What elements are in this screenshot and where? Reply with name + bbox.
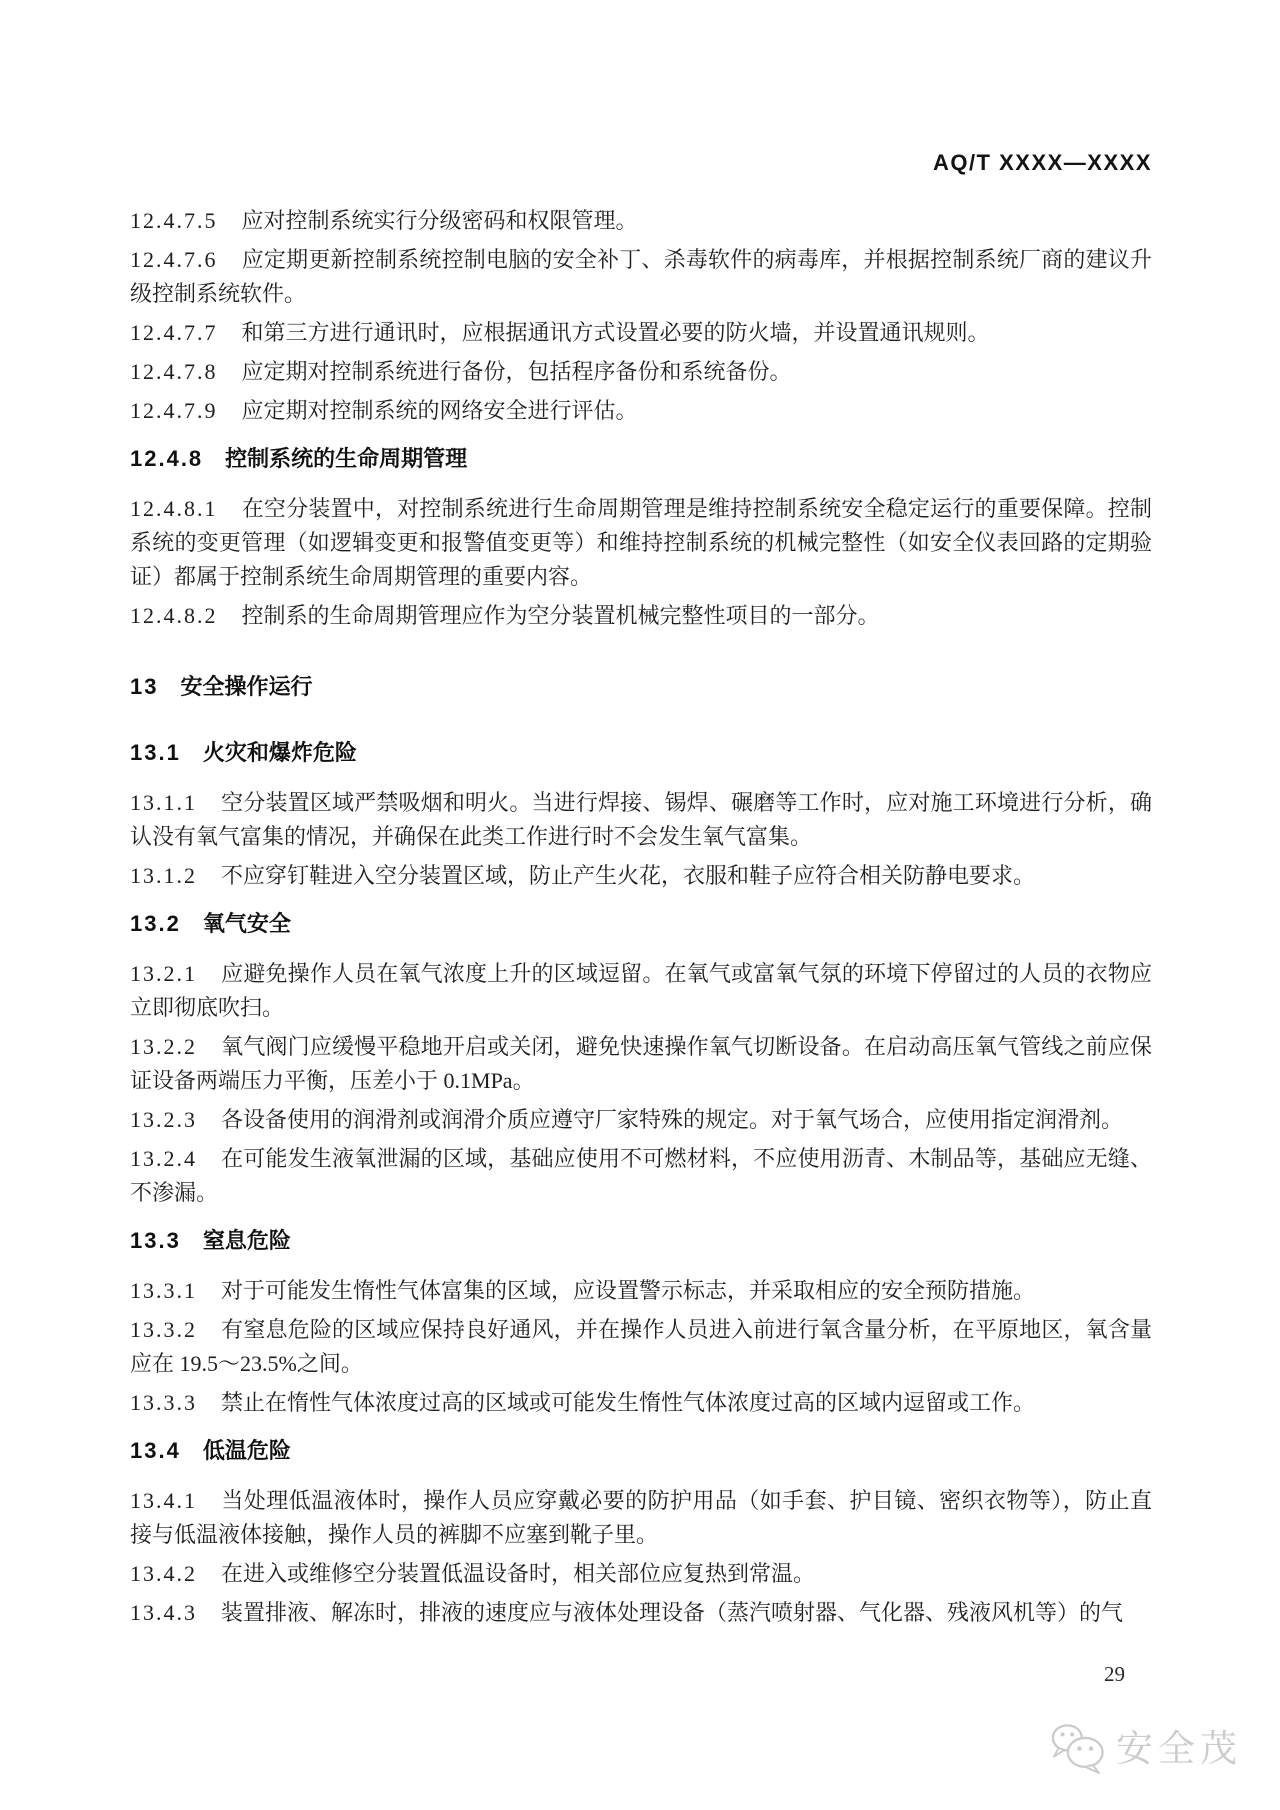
clause-text: 在可能发生液氧泄漏的区域，基础应使用不可燃材料，不应使用沥青、木制品等，基础应无缝、不渗漏。 [130, 1146, 1152, 1205]
clause-13-2-1 [130, 957, 1152, 1025]
clause-number: 12.4.8.2 [130, 603, 218, 628]
clause-text: 应定期对控制系统的网络安全进行评估。 [241, 398, 638, 423]
clause-13-1-2 [130, 859, 1152, 893]
clause-number: 13.1.2 [130, 863, 197, 888]
clause-number: 12.4.7.7 [130, 320, 218, 345]
clause-text: 各设备使用的润滑剂或润滑介质应遵守厂家特殊的规定。对于氧气场合，应使用指定润滑剂。 [221, 1107, 1124, 1132]
clause-text: 装置排液、解冻时，排液的速度应与液体处理设备（蒸汽喷射器、气化器、残液风机等）的气 [221, 1600, 1124, 1625]
wechat-chat-bubbles-icon [1048, 1722, 1106, 1776]
section-heading-13-3 [130, 1224, 1152, 1258]
clause-number: 13.4.3 [130, 1600, 197, 1625]
heading-text: 低温危险 [202, 1438, 291, 1463]
clause-number: 13.2.2 [130, 1034, 197, 1059]
clause-number: 13.3.2 [130, 1317, 197, 1342]
clause-13-3-1 [130, 1274, 1152, 1308]
doc-code-header: AQ/T XXXX—XXXX [932, 150, 1152, 175]
heading-text: 氧气安全 [202, 911, 291, 936]
heading-number: 13.2 [130, 911, 181, 936]
heading-text: 安全操作运行 [180, 674, 313, 699]
clause-text: 不应穿钉鞋进入空分装置区域，防止产生火花，衣服和鞋子应符合相关防静电要求。 [221, 863, 1036, 888]
clause-number: 12.4.7.9 [130, 398, 218, 423]
clause-text: 控制系的生命周期管理应作为空分装置机械完整性项目的一部分。 [241, 603, 880, 628]
clause-number: 12.4.7.8 [130, 359, 218, 384]
clause-text: 在空分装置中，对控制系统进行生命周期管理是维持控制系统安全稳定运行的重要保障。控制系统的变更管理（如逻辑变更和报警值变更等）和维持控制系统的机械完整性（如安全仪表回路的定期验证）都属于控制系统生命周期管理的重要内容。 [130, 496, 1152, 589]
watermark-brand-text: 安全茂 [1116, 1728, 1242, 1769]
heading-number: 13.4 [130, 1438, 181, 1463]
heading-text: 火灾和爆炸危险 [202, 740, 357, 765]
clause-12-4-8-2 [130, 599, 1152, 633]
clause-text: 应定期更新控制系统控制电脑的安全补丁、杀毒软件的病毒库，并根据控制系统厂商的建议升级控制系统软件。 [130, 247, 1152, 306]
heading-text: 控制系统的生命周期管理 [225, 446, 468, 471]
section-heading-13-1 [130, 736, 1152, 770]
heading-number: 13 [130, 674, 159, 699]
heading-number: 12.4.8 [130, 446, 204, 471]
clause-number: 13.2.1 [130, 961, 197, 986]
clause-12-4-7-8 [130, 355, 1152, 389]
clause-number: 12.4.7.6 [130, 247, 218, 272]
clause-text: 应对控制系统实行分级密码和权限管理。 [241, 208, 638, 233]
clause-text: 和第三方进行通讯时，应根据通讯方式设置必要的防火墙，并设置通讯规则。 [241, 320, 990, 345]
heading-text: 窒息危险 [202, 1228, 291, 1253]
section-heading-13-2 [130, 907, 1152, 941]
clause-number: 13.4.2 [130, 1561, 197, 1586]
clause-number: 13.2.3 [130, 1107, 197, 1132]
clause-text: 应定期对控制系统进行备份，包括程序备份和系统备份。 [241, 359, 792, 384]
clause-13-1-1 [130, 786, 1152, 854]
clause-text: 氧气阀门应缓慢平稳地开启或关闭，避免快速操作氧气切断设备。在启动高压氧气管线之前应保证设备两端压力平衡，压差小于 0.1MPa。 [130, 1034, 1152, 1093]
section-heading-12-4-8 [130, 442, 1152, 476]
clause-text: 禁止在惰性气体浓度过高的区域或可能发生惰性气体浓度过高的区域内逗留或工作。 [221, 1390, 1036, 1415]
clause-number: 12.4.7.5 [130, 208, 218, 233]
clause-text: 空分装置区域严禁吸烟和明火。当进行焊接、锡焊、碾磨等工作时，应对施工环境进行分析，确认没有氧气富集的情况，并确保在此类工作进行时不会发生氧气富集。 [130, 790, 1152, 849]
clause-number: 13.3.1 [130, 1278, 197, 1303]
chapter-heading-13 [130, 670, 1152, 704]
clause-text: 当处理低温液体时，操作人员应穿戴必要的防护用品（如手套、护目镜、密织衣物等），防止直接与低温液体接触，操作人员的裤脚不应塞到靴子里。 [130, 1488, 1152, 1547]
watermark [1048, 1722, 1242, 1776]
clause-12-4-7-5 [130, 204, 1152, 238]
clause-number: 13.2.4 [130, 1146, 197, 1171]
clause-text: 在进入或维修空分装置低温设备时，相关部位应复热到常温。 [221, 1561, 816, 1586]
clause-text: 有窒息危险的区域应保持良好通风，并在操作人员进入前进行氧含量分析，在平原地区，氧含量应在 19.5～23.5%之间。 [130, 1317, 1152, 1376]
clause-13-4-1 [130, 1484, 1152, 1552]
clause-number: 13.3.3 [130, 1390, 197, 1415]
page-number: 29 [1104, 1662, 1125, 1686]
clause-13-4-3 [130, 1596, 1152, 1630]
clause-13-3-3 [130, 1386, 1152, 1420]
clause-text: 应避免操作人员在氧气浓度上升的区域逗留。在氧气或富氧气氛的环境下停留过的人员的衣物应立即彻底吹扫。 [130, 961, 1152, 1020]
section-heading-13-4 [130, 1434, 1152, 1468]
clause-12-4-7-9 [130, 394, 1152, 428]
clause-13-2-4 [130, 1142, 1152, 1210]
clause-number: 13.4.1 [130, 1488, 197, 1513]
clause-13-2-3 [130, 1103, 1152, 1137]
clause-number: 12.4.8.1 [130, 496, 218, 521]
clause-13-4-2 [130, 1557, 1152, 1591]
clause-12-4-7-7 [130, 316, 1152, 350]
clause-12-4-8-1 [130, 492, 1152, 594]
heading-number: 13.3 [130, 1228, 181, 1253]
clause-text: 对于可能发生惰性气体富集的区域，应设置警示标志，并采取相应的安全预防措施。 [221, 1278, 1036, 1303]
clause-12-4-7-6 [130, 243, 1152, 311]
clause-13-2-2 [130, 1030, 1152, 1098]
clause-number: 13.1.1 [130, 790, 197, 815]
clause-13-3-2 [130, 1313, 1152, 1381]
heading-number: 13.1 [130, 740, 181, 765]
